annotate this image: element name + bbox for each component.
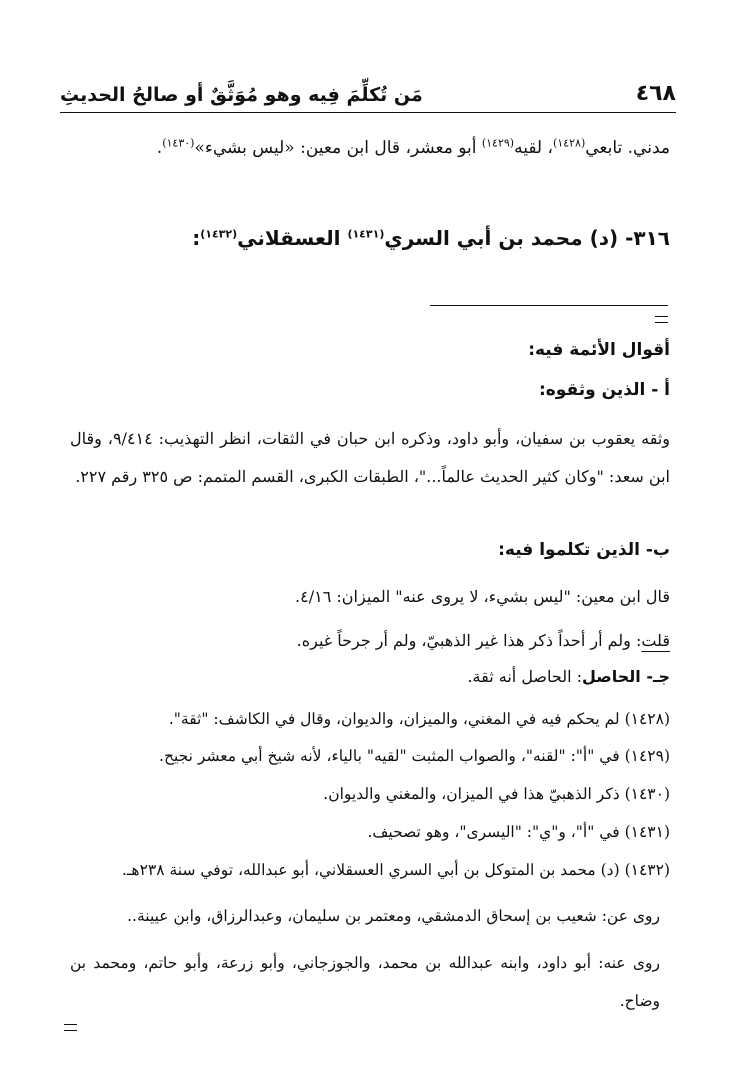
qultu-text: : ولم أر أحداً ذكر هذا غير الذهبيّ، ولم أر جرحاً غيره. — [296, 631, 642, 650]
footnote-ref: (١٤٣٢) — [200, 227, 238, 241]
footnote-item — [70, 740, 670, 773]
imams-heading: أقوال الأئمة فيه: — [528, 340, 670, 360]
footnote-number: (١٤٣٠) — [624, 785, 670, 803]
conclusion-text: : الحاصل أنه ثقة. — [467, 667, 583, 686]
footnote-number: (١٤٣٢) — [624, 861, 670, 879]
footnote-text: (د) محمد بن المتوكل بن أبي السري العسقلاني، أبو عبدالله، توفي سنة ٢٣٨هـ. — [121, 861, 620, 879]
continuation-paragraph — [75, 130, 670, 166]
entry-heading — [75, 226, 670, 250]
footnote-ref: (١٤٣٠) — [162, 136, 195, 150]
footnote-text: ذكر الذهبيّ هذا في الميزان، والمغني والديوان. — [323, 785, 620, 803]
criticized-heading: ب- الذين تكلموا فيه: — [498, 540, 670, 560]
qultu-label: قلت — [641, 631, 670, 650]
continuation-text: ، لقيه — [514, 138, 553, 158]
footnote-ref: (١٤٢٩) — [481, 136, 515, 150]
trusted-heading: أ - الذين وثقوه: — [538, 380, 670, 400]
entry-colon: : — [192, 226, 201, 250]
footnote-text: في "أ"، و"ي": "اليسرى"، وهو تصحيف. — [367, 823, 620, 841]
footnote-text: لم يحكم فيه في المغني، والميزان، والديوان، وقال في الكاشف: "ثقة". — [168, 710, 620, 728]
continuation-text: مدني. تابعي — [585, 138, 670, 158]
footnote-number: (١٤٢٨) — [624, 710, 670, 728]
footnote-number: (١٤٢٩) — [624, 747, 670, 765]
continuation-mark — [64, 1024, 77, 1031]
continuation-text: . — [156, 138, 163, 158]
footnote-ref: (١٤٣١) — [347, 227, 385, 241]
footnote-item — [70, 778, 670, 811]
entry-nisba: العسقلاني — [237, 226, 348, 250]
footnote-ref: (١٤٢٨) — [553, 136, 586, 150]
footnote-item — [70, 816, 670, 849]
continuation-mark — [655, 316, 668, 323]
criticized-text: قال ابن معين: "ليس بشيء، لا يروى عنه" الميزان: ٤/١٦. — [295, 587, 670, 606]
trusted-text: وثقه يعقوب بن سفيان، وأبو داود، وذكره ابن حبان في الثقات، انظر التهذيب: ٩/٤١٤، وقال ابن سعد: "وكان كثير الحديث عالماً..."، الطبقات الكبرى، القسم المتمم: ص ٣٢٥ رقم ٢٢٧. — [70, 429, 671, 486]
footnote-separator — [430, 305, 668, 306]
running-title: مَن تُكلِّمَ فِيه وهو مُوَثَّقٌ أو صالحُ الحديثِ — [60, 84, 423, 106]
continuation-text: أبو معشر، قال ابن معين: «ليس بشيء» — [194, 138, 482, 158]
entry-name: ٣١٦- (د) محمد بن أبي السري — [384, 226, 670, 250]
conclusion-label: جـ- الحاصل — [582, 667, 670, 686]
qultu-paragraph — [70, 622, 670, 660]
footnote-text: في "أ": "لقنه"، والصواب المثبت "لقيه" بالياء، لأنه شيخ أبي معشر نجيح. — [159, 747, 620, 765]
conclusion-paragraph — [70, 658, 670, 696]
header-rule — [60, 112, 676, 113]
narrated-from: روى عن: شعيب بن إسحاق الدمشقي، ومعتمر بن سليمان، وعبدالرزاق، وابن عيينة.. — [127, 907, 660, 925]
page-header — [60, 66, 676, 106]
page-number: ٤٦٨ — [635, 81, 676, 106]
narrated-to: روى عنه: أبو داود، وابنه عبدالله بن محمد، والجوزجاني، وأبو زرعة، وأبو حاتم، ومحمد بن وضاح. — [70, 954, 660, 1010]
footnote-item — [70, 854, 670, 887]
footnote-number: (١٤٣١) — [624, 823, 670, 841]
footnote-item — [70, 703, 670, 736]
